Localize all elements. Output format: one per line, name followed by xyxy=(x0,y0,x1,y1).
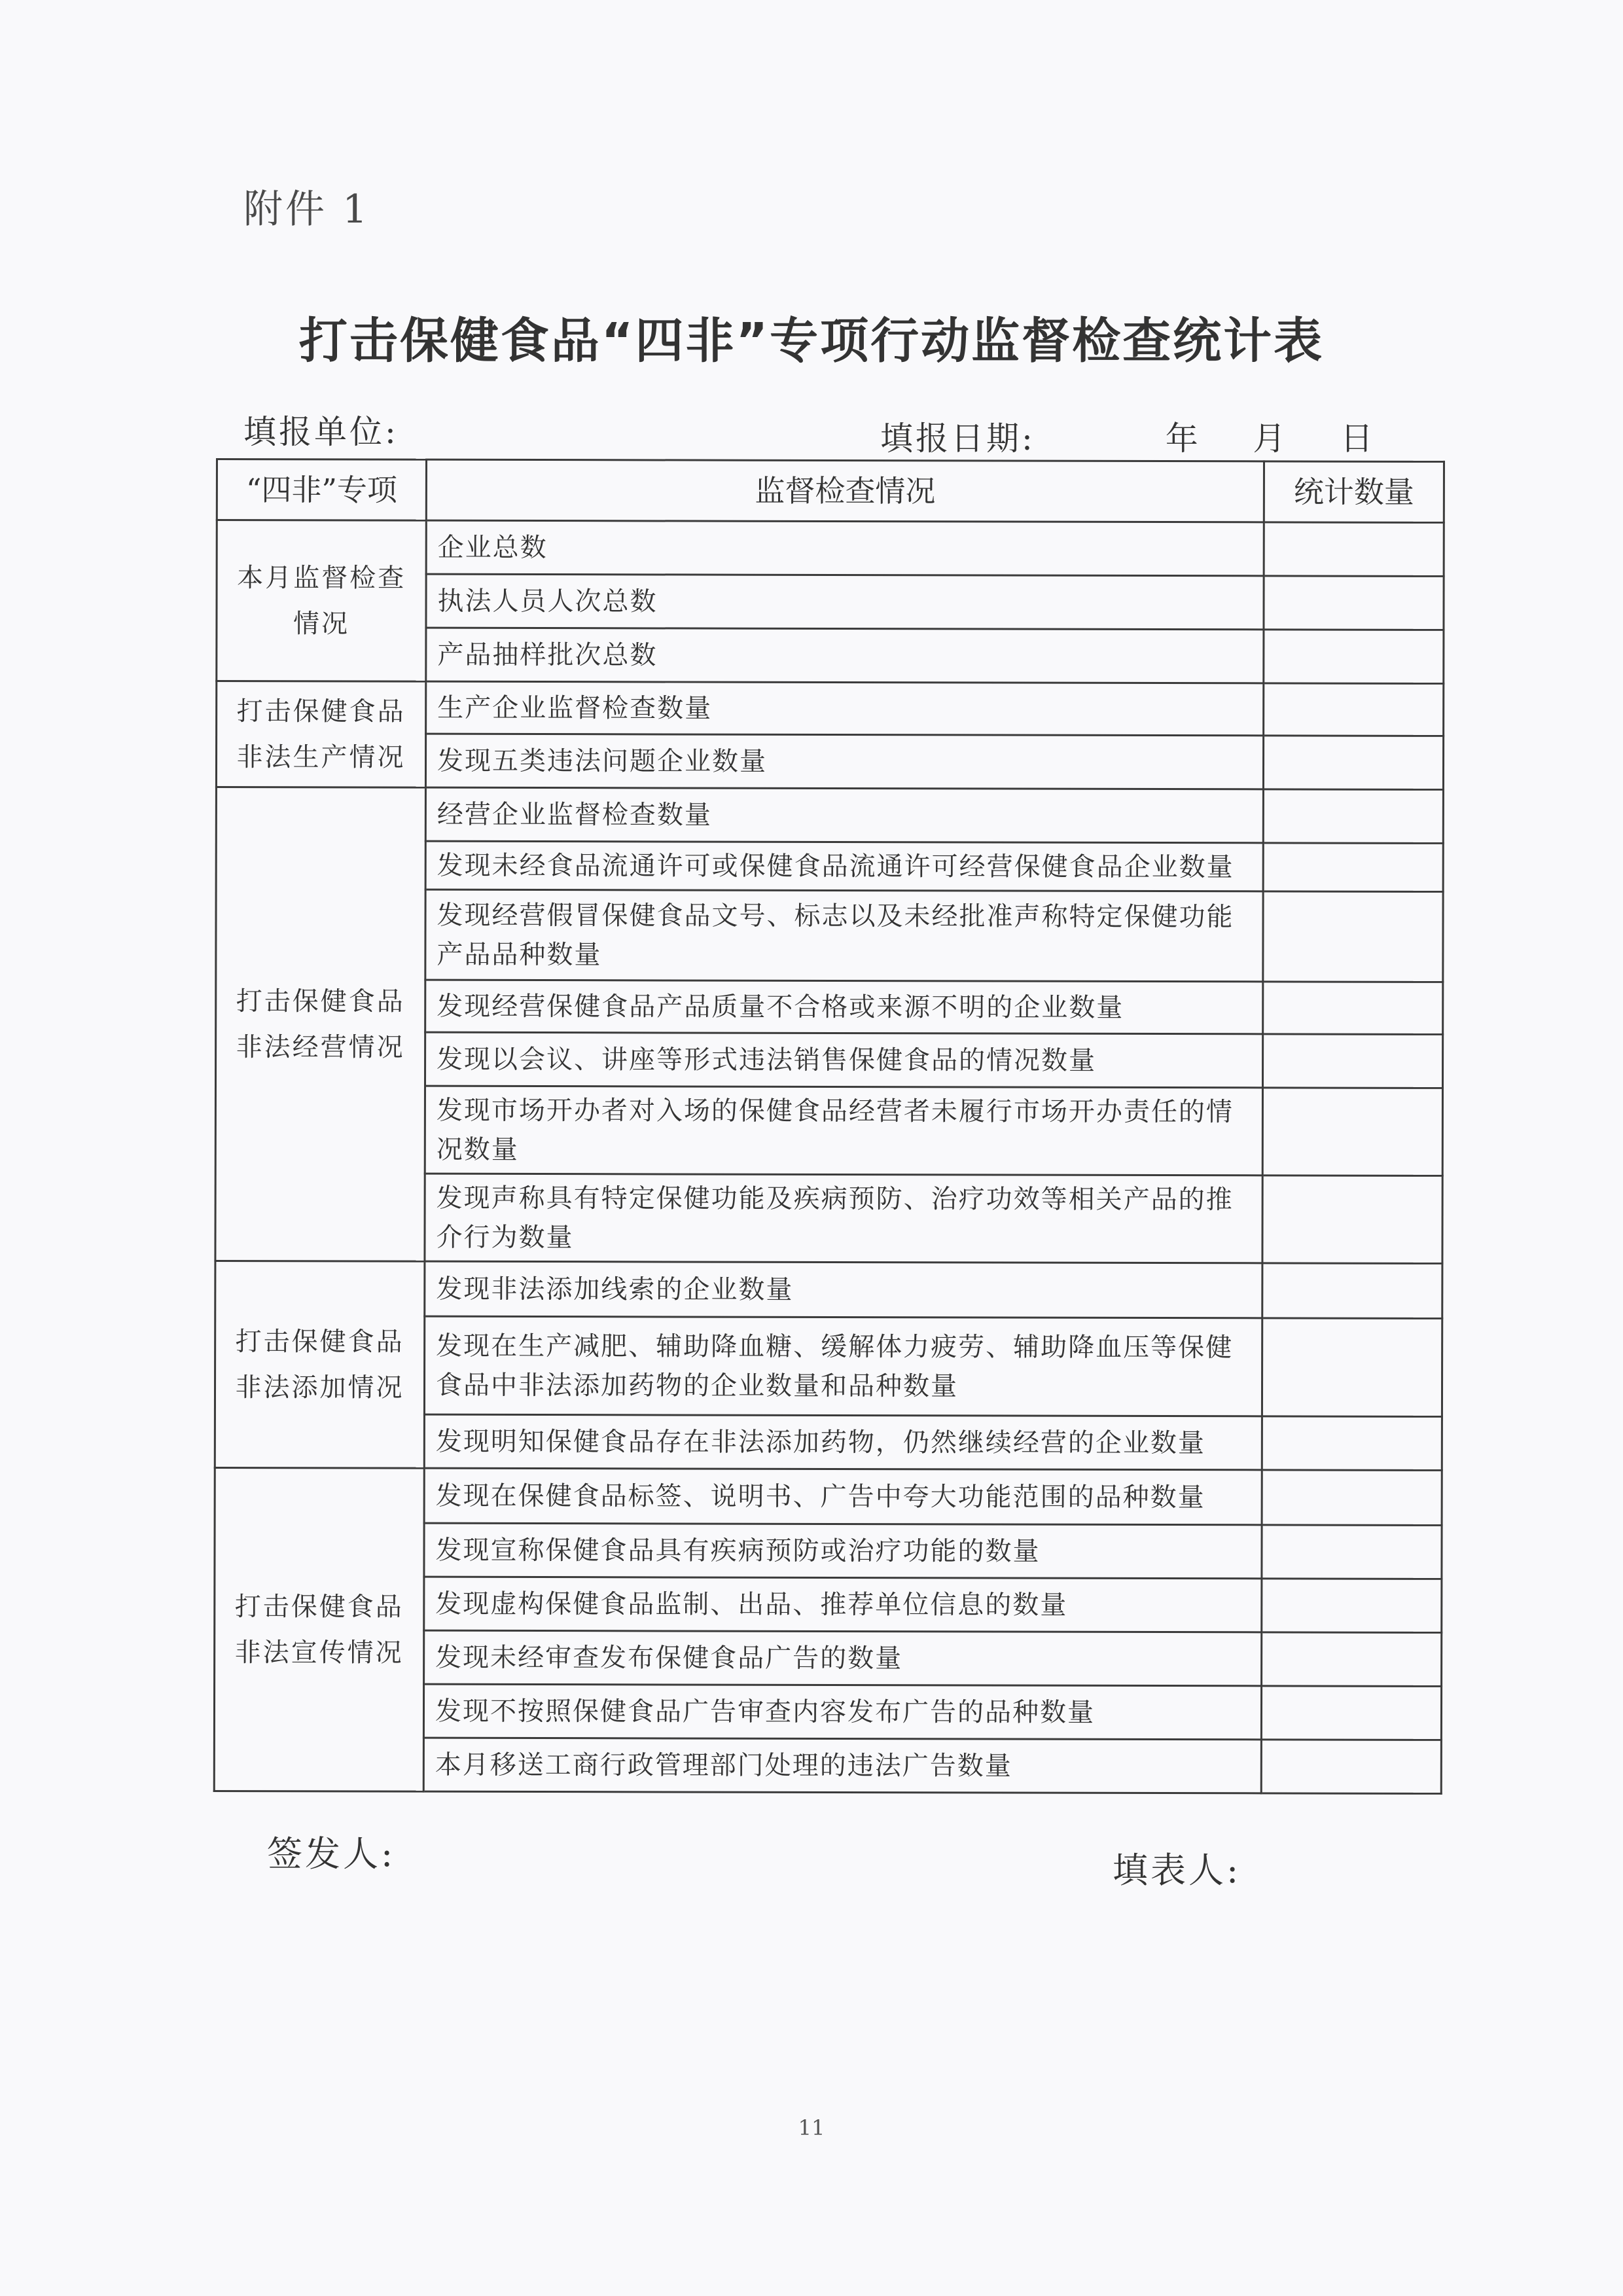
table-row xyxy=(216,787,1443,844)
inspection-item-cell: 发现非法添加线索的企业数量 xyxy=(425,1261,1262,1318)
count-input-cell[interactable] xyxy=(1261,1740,1441,1794)
inspection-item-cell: 产品抽样批次总数 xyxy=(426,628,1264,683)
document-title: 打击保健食品“四非”专项行动监督检查统计表 xyxy=(298,313,1325,369)
inspection-item-cell: 发现经营假冒保健食品文号、标志以及未经批准声称特定保健功能产品品种数量 xyxy=(425,889,1263,982)
inspection-item-cell: 发现在保健食品标签、说明书、广告中夸大功能范围的品种数量 xyxy=(424,1468,1262,1525)
table-row xyxy=(217,681,1444,736)
header-category: “四非”专项 xyxy=(217,459,426,521)
category-cell: 打击保健食品非法生产情况 xyxy=(216,681,425,788)
inspection-item-cell: 发现以会议、讲座等形式违法销售保健食品的情况数量 xyxy=(425,1032,1262,1088)
count-input-cell[interactable] xyxy=(1264,522,1444,577)
table-row xyxy=(217,520,1444,577)
inspection-item-cell: 发现虚构保健食品监制、出品、推荐单位信息的数量 xyxy=(424,1577,1262,1632)
page-number: 11 xyxy=(798,2115,825,2140)
count-input-cell[interactable] xyxy=(1263,982,1443,1035)
inspection-item-cell: 发现五类违法问题企业数量 xyxy=(425,734,1263,789)
inspection-item-cell: 经营企业监督检查数量 xyxy=(425,787,1263,843)
category-cell: 打击保健食品非法经营情况 xyxy=(215,787,426,1262)
count-input-cell[interactable] xyxy=(1262,1632,1442,1687)
fill-date-label: 填报日期: xyxy=(880,420,1035,457)
count-input-cell[interactable] xyxy=(1263,843,1443,892)
header-count: 统计数量 xyxy=(1264,461,1444,523)
count-input-cell[interactable] xyxy=(1262,1034,1442,1088)
table-row xyxy=(215,1261,1442,1319)
category-cell: 打击保健食品非法宣传情况 xyxy=(214,1467,424,1791)
count-input-cell[interactable] xyxy=(1262,1263,1442,1319)
fill-unit-label: 填报单位: xyxy=(243,413,399,451)
inspection-item-cell: 执法人员人次总数 xyxy=(426,574,1264,630)
inspection-item-cell: 发现未经审查发布保健食品广告的数量 xyxy=(424,1630,1262,1686)
count-input-cell[interactable] xyxy=(1261,1686,1441,1740)
count-input-cell[interactable] xyxy=(1262,1088,1442,1176)
count-input-cell[interactable] xyxy=(1262,1470,1442,1526)
date-month-label: 月 xyxy=(1253,420,1289,457)
inspection-item-cell: 本月移送工商行政管理部门处理的违法广告数量 xyxy=(423,1738,1261,1793)
count-input-cell[interactable] xyxy=(1264,683,1444,736)
table-row xyxy=(215,1467,1442,1525)
filler-label: 填表人: xyxy=(1113,1850,1241,1891)
inspection-item-cell: 发现声称具有特定保健功能及疾病预防、治疗功效等相关产品的推介行为数量 xyxy=(425,1174,1262,1263)
count-input-cell[interactable] xyxy=(1264,630,1444,684)
statistics-table xyxy=(213,458,1445,1795)
count-input-cell[interactable] xyxy=(1263,736,1443,790)
count-input-cell[interactable] xyxy=(1263,789,1443,844)
header-situation: 监督检查情况 xyxy=(426,459,1264,522)
table-header-row xyxy=(217,459,1444,523)
inspection-item-cell: 发现经营保健食品产品质量不合格或来源不明的企业数量 xyxy=(425,980,1263,1034)
inspection-item-cell: 生产企业监督检查数量 xyxy=(426,681,1264,736)
category-cell: 打击保健食品非法添加情况 xyxy=(215,1261,425,1469)
inspection-item-cell: 发现明知保健食品存在非法添加药物，仍然继续经营的企业数量 xyxy=(424,1414,1262,1470)
date-year-label: 年 xyxy=(1165,420,1201,457)
inspection-item-cell: 企业总数 xyxy=(426,520,1264,576)
table-body xyxy=(214,520,1444,1794)
count-input-cell[interactable] xyxy=(1262,1579,1442,1633)
date-day-label: 日 xyxy=(1340,420,1376,457)
count-input-cell[interactable] xyxy=(1263,891,1443,982)
count-input-cell[interactable] xyxy=(1262,1416,1442,1471)
signer-label: 签发人: xyxy=(267,1833,396,1874)
attachment-label: 附件 1 xyxy=(243,187,370,232)
count-input-cell[interactable] xyxy=(1264,576,1444,630)
inspection-item-cell: 发现在生产减肥、辅助降血糖、缓解体力疲劳、辅助降血压等保健食品中非法添加药物的企业数量和品种数量 xyxy=(424,1316,1262,1416)
inspection-item-cell: 发现市场开办者对入场的保健食品经营者未履行市场开办责任的情况数量 xyxy=(425,1086,1262,1175)
count-input-cell[interactable] xyxy=(1262,1175,1442,1264)
inspection-item-cell: 发现未经食品流通许可或保健食品流通许可经营保健食品企业数量 xyxy=(425,841,1263,891)
fill-date-line xyxy=(880,412,1376,459)
count-input-cell[interactable] xyxy=(1262,1318,1442,1417)
inspection-item-cell: 发现不按照保健食品广告审查内容发布广告的品种数量 xyxy=(423,1684,1261,1740)
inspection-item-cell: 发现宣称保健食品具有疾病预防或治疗功能的数量 xyxy=(424,1523,1262,1579)
count-input-cell[interactable] xyxy=(1262,1525,1442,1579)
category-cell: 本月监督检查情况 xyxy=(217,520,427,682)
